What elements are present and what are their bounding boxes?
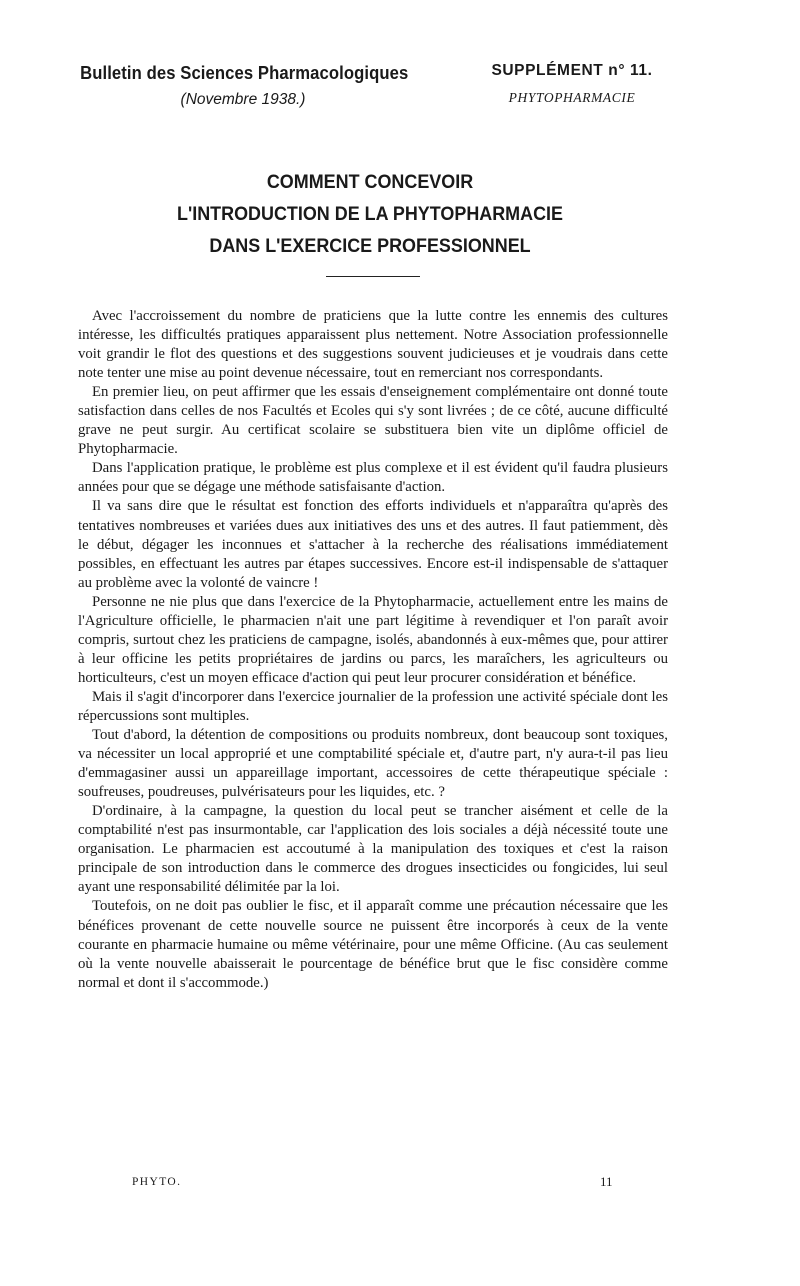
paragraph: D'ordinaire, à la campagne, la question du local peut se trancher aisément et celle de la comptabilité n'est pas insurmontable, car l'application des lois sociales a déjà nécessité toute une organisation. Le pharmacien est accoutumé à la manipulation des toxiques et c'est la raison principale de son introduction dans le commerce des drogues insecticides ou fongicides, lui seul ayant une responsabilité délimitée par la loi.	[78, 803, 668, 896]
supplement-header	[472, 62, 672, 106]
issue-date: (Novembre 1938.)	[180, 91, 306, 108]
article-title	[100, 166, 640, 262]
title-line-1: COMMENT CONCEVOIR	[266, 171, 474, 193]
paragraph: Tout d'abord, la détention de compositions ou produits nombreux, dont beaucoup sont toxiques, va nécessiter un local approprié et une comptabilité spéciale et, d'autre part, n'y aura-t-il pas lieu d'emmagasiner aussi un appareillage important, accessoires de cette thérapeutique spéciale : soufreuses, poudreuses, pulvérisateurs pour les liquides, etc. ?	[78, 727, 668, 801]
footer-signature: PHYTO.	[132, 1176, 182, 1188]
article-body	[78, 307, 668, 993]
supplement-number: SUPPLÉMENT n° 11.	[491, 62, 653, 79]
title-divider	[326, 276, 420, 277]
paragraph: Dans l'application pratique, le problème est plus complexe et il est évident qu'il faudra plusieurs années pour que se dégage une méthode satisfaisante d'action.	[78, 460, 668, 496]
paragraph: Avec l'accroissement du nombre de praticiens que la lutte contre les ennemis des cultures intéresse, les difficultés pratiques apparaissent plus nettement. Notre Association professionnelle voit grandir le flot des questions et des suggestions souvent judicieuses et je voudrais dans cette note tenter une mise au point devenue nécessaire, tout en remerciant nos correspondants.	[78, 308, 668, 382]
page-number: 11	[600, 1174, 613, 1189]
journal-name: Bulletin des Sciences Pharmacologiques	[80, 62, 409, 83]
paragraph: Personne ne nie plus que dans l'exercice de la Phytopharmacie, actuellement entre les mains de l'Agriculture officielle, le pharmacien n'ait une part légitime à revendiquer et l'on paraît avoir compris, surtout chez les praticiens de campagne, isolés, abandonnés à eux-mêmes que, pour attirer à leur officine les petits propriétaires de jardins ou parcs, les maraîchers, les agriculteurs ou horticulteurs, c'est un moyen efficace d'action qui peut leur procurer considération et bénéfice.	[78, 593, 668, 686]
journal-header	[62, 62, 424, 109]
paragraph: Il va sans dire que le résultat est fonction des efforts individuels et n'apparaîtra qu'après des tentatives nombreuses et variées dues aux initiatives des uns et des autres. Il faut patiemment, dès le début, dégager les inconnues et s'attacher à la recherche des réalisations immédiatement possibles, en effectuant les autres par étapes successives. Encore est-il indispensable de s'attaquer au problème avec la volonté de vaincre !	[78, 498, 668, 591]
title-line-3: DANS L'EXERCICE PROFESSIONNEL	[209, 235, 531, 257]
title-line-2: L'INTRODUCTION DE LA PHYTOPHARMACIE	[177, 203, 563, 225]
paragraph: Toutefois, on ne doit pas oublier le fisc, et il apparaît comme une précaution nécessaire que les bénéfices provenant de cette nouvelle source ne puissent être incorporés à ceux de la vente courante en pharmacie humaine ou même vétérinaire, pour une même Officine. (Au cas seulement où la vente nouvelle abaisserait le pourcentage de bénéfice brut que le fisc considère comme normal et dont il s'accommode.)	[78, 898, 668, 991]
section-name: PHYTOPHARMACIE	[508, 90, 636, 105]
paragraph: Mais il s'agit d'incorporer dans l'exercice journalier de la profession une activité spéciale dont les répercussions sont multiples.	[78, 688, 668, 724]
paragraph: En premier lieu, on peut affirmer que les essais d'enseignement complémentaire ont donné toute satisfaction dans celles de nos Facultés et Ecoles qui s'y sont livrées ; de ce côté, aucune difficulté grave ne peut surgir. Au certificat scolaire se substituera bien vite un diplôme officiel de Phytopharmacie.	[78, 384, 668, 458]
